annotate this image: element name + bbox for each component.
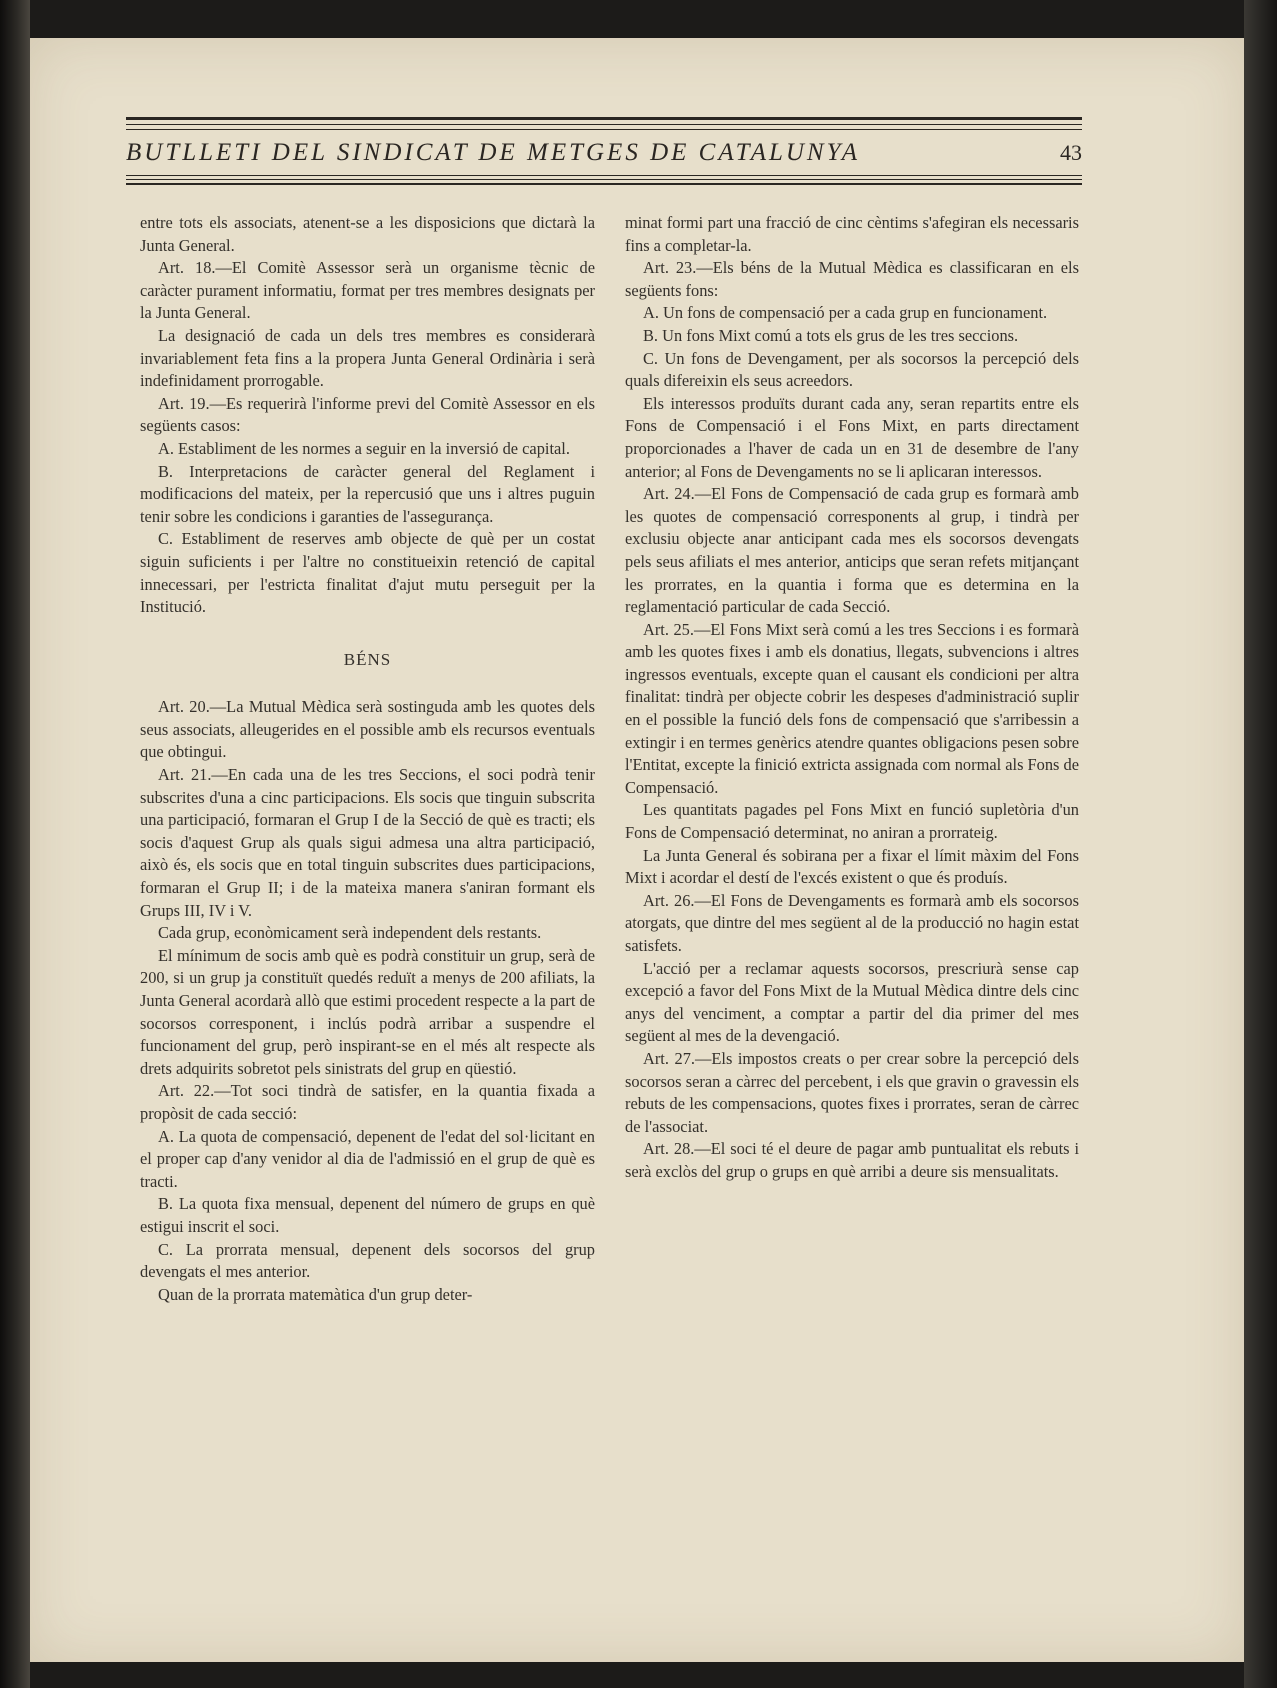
- paragraph: La Junta General és sobirana per a fixar el límit màxim del Fons Mixt i acordar el destí de l'excés existent o que és produís.: [625, 845, 1079, 888]
- running-header: [126, 134, 1082, 172]
- book-spine: [0, 0, 30, 1688]
- paragraph: La designació de cada un dels tres membres es considerarà invariablement feta fins a la propera Junta General Ordinària i serà indefinidament prorrogable.: [140, 325, 595, 391]
- header-bottom-rule-3: [126, 183, 1082, 185]
- paragraph: entre tots els associats, atenent-se a les disposicions que dictarà la Junta General.: [140, 213, 595, 255]
- paragraph: B. Un fons Mixt comú a tots els grus de les tres seccions.: [643, 325, 1019, 345]
- paragraph: Art. 26.—El Fons de Devengaments es formarà amb els socorsos atorgats, que dintre del mes següent al de la producció no hagin estat satisfets.: [625, 890, 1079, 955]
- page-edge-shadow: [1244, 0, 1277, 1688]
- paragraph: Art. 25.—El Fons Mixt serà comú a les tres Seccions i es formarà amb les quotes fixes i amb els donatius, llegats, subvencions i altres ingressos eventuals, excepte quan el causant els condicioni per altra finalitat: tindrà per objecte cobrir les despeses d'administració suplir en el possible la funció dels fons de compensació que s'arribessin a extingir i en termes genèrics atendre quantes obligacions pesen sobre l'Entitat, excepte la finició extricta assignada com normal als Fons de Compensació.: [625, 619, 1080, 797]
- paragraph: El mínimum de socis amb què es podrà constituir un grup, serà de 200, si un grup ja constituït quedés reduït a menys de 200 afiliats, la Junta General acordarà allò que estimi procedent respecte a la part de socorsos corresponent, i inclús podrà arribar a suspendre el funcionament del grup, però inspirant-se en el més alt respecte als drets adquirits sobretot pels sinistrats del grup en qüestió.: [140, 945, 595, 1078]
- left-column: [140, 212, 595, 1306]
- paragraph: C. La prorrata mensual, depenent dels socorsos del grup devengats el mes anterior.: [140, 1239, 595, 1282]
- paragraph: Els interessos produïts durant cada any, seran repartits entre els Fons de Compensació i el Fons Mixt, en parts directament proporcionades a l'haver de cada un en 31 de desembre de l'any anterior; al Fons de Devengaments no se li aplicaran interessos.: [625, 393, 1079, 481]
- right-column: [625, 212, 1079, 1184]
- paragraph: Art. 20.—La Mutual Mèdica serà sostinguda amb les quotes dels seus associats, alleugerides en el possible amb els recursos eventuals que obtingui.: [140, 697, 595, 762]
- paragraph: Art. 28.—El soci té el deure de pagar amb puntualitat els rebuts i serà exclòs del grup o grups en què arribi a deure sis mensualitats.: [625, 1139, 1079, 1181]
- paragraph: A. La quota de compensació, depenent de l'edat del sol·licitant en el proper cap d'any venidor al dia de l'admissió en el grup de què es tracti.: [140, 1126, 595, 1191]
- paragraph: B. Interpretacions de caràcter general del Reglament i modificacions del mateix, per la repercusió que uns i altres puguin tenir sobre les condicions i garanties de l'assegurança.: [140, 461, 595, 526]
- paragraph: A. Establiment de les normes a seguir en la inversió de capital.: [158, 438, 570, 458]
- paragraph: Art. 21.—En cada una de les tres Seccions, el soci podrà tenir subscrites d'una a cinc participacions. Els socis que tinguin subscrita una participació, formaran el Grup I de la Secció de què es tracti; els socis d'aquest Grup als quals sigui admesa una altra participació, això és, els socis que en total tinguin subscrites dues participacions, formaran el Grup II; i de la mateixa manera s'aniran formant els Grups III, IV i V.: [140, 765, 595, 920]
- header-top-rule-2: [126, 124, 1082, 125]
- paragraph: C. Establiment de reserves amb objecte de què per un costat siguin suficients i per l'altre no constitueixin retenció de capital innecessari, per l'estricta finalitat d'ajut mutu perseguit per la Institució.: [140, 529, 595, 617]
- section-heading: BÉNS: [343, 649, 392, 669]
- paragraph: B. La quota fixa mensual, depenent del número de grups en què estigui inscrit el soci.: [140, 1194, 595, 1236]
- journal-title: BUTLLETI DEL SINDICAT DE METGES DE CATALUNYA: [126, 139, 861, 166]
- paragraph: Art. 27.—Els impostos creats o per crear sobre la percepció dels socorsos seran a càrrec del percebent, i els que gravin o gravessin els rebuts de les compensacions, quotes fixes i prorrates, seran de càrrec de l'associat.: [625, 1048, 1079, 1136]
- paragraph: L'acció per a reclamar aquests socorsos, prescriurà sense cap excepció a favor del Fons Mixt de la Mutual Mèdica dintre dels cinc anys del venciment, a comptar a partir del dia primer del mes següent al mes de la devengació.: [625, 958, 1079, 1046]
- paragraph: Quan de la prorrata matemàtica d'un grup deter-: [158, 1284, 473, 1304]
- paragraph: Art. 24.—El Fons de Compensació de cada grup es formarà amb les quotes de compensació corresponents al grup, i tindrà per exclusiu objecte anar anticipant cada mes els socorsos devengats pels seus afiliats el mes anterior, anticips que seran refets mitjançant les prorrates, en la quantia i forma que es determina en la reglamentació particular de cada Secció.: [625, 484, 1079, 617]
- paragraph: Art. 23.—Els béns de la Mutual Mèdica es classificaran en els següents fons:: [625, 258, 1079, 300]
- paragraph: Art. 19.—Es requerirà l'informe previ del Comitè Assessor en els següents casos:: [140, 393, 595, 436]
- paragraph: C. Un fons de Devengament, per als socorsos la percepció dels quals difereixin els seus acreedors.: [625, 348, 1079, 391]
- paragraph: Cada grup, econòmicament serà independent dels restants.: [158, 923, 542, 943]
- header-bottom-rule-2: [126, 179, 1082, 180]
- header-bottom-rule-1: [126, 175, 1082, 176]
- page-number: 43: [1060, 140, 1082, 165]
- paragraph: minat formi part una fracció de cinc cèntims s'afegiran els necessaris fins a completar-la.: [625, 213, 1079, 255]
- header-top-rule-3: [126, 129, 1082, 130]
- paragraph: A. Un fons de compensació per a cada grup en funcionament.: [643, 303, 1048, 323]
- paragraph: Art. 18.—El Comitè Assessor serà un organisme tècnic de caràcter purament informatiu, format per tres membres designats per la Junta General.: [140, 258, 595, 323]
- paragraph: Art. 22.—Tot soci tindrà de satisfer, en la quantia fixada a propòsit de cada secció:: [140, 1081, 595, 1123]
- header-top-rule-1: [126, 117, 1082, 120]
- paragraph: Les quantitats pagades pel Fons Mixt en funció supletòria d'un Fons de Compensació determinat, no aniran a prorrateig.: [625, 800, 1079, 843]
